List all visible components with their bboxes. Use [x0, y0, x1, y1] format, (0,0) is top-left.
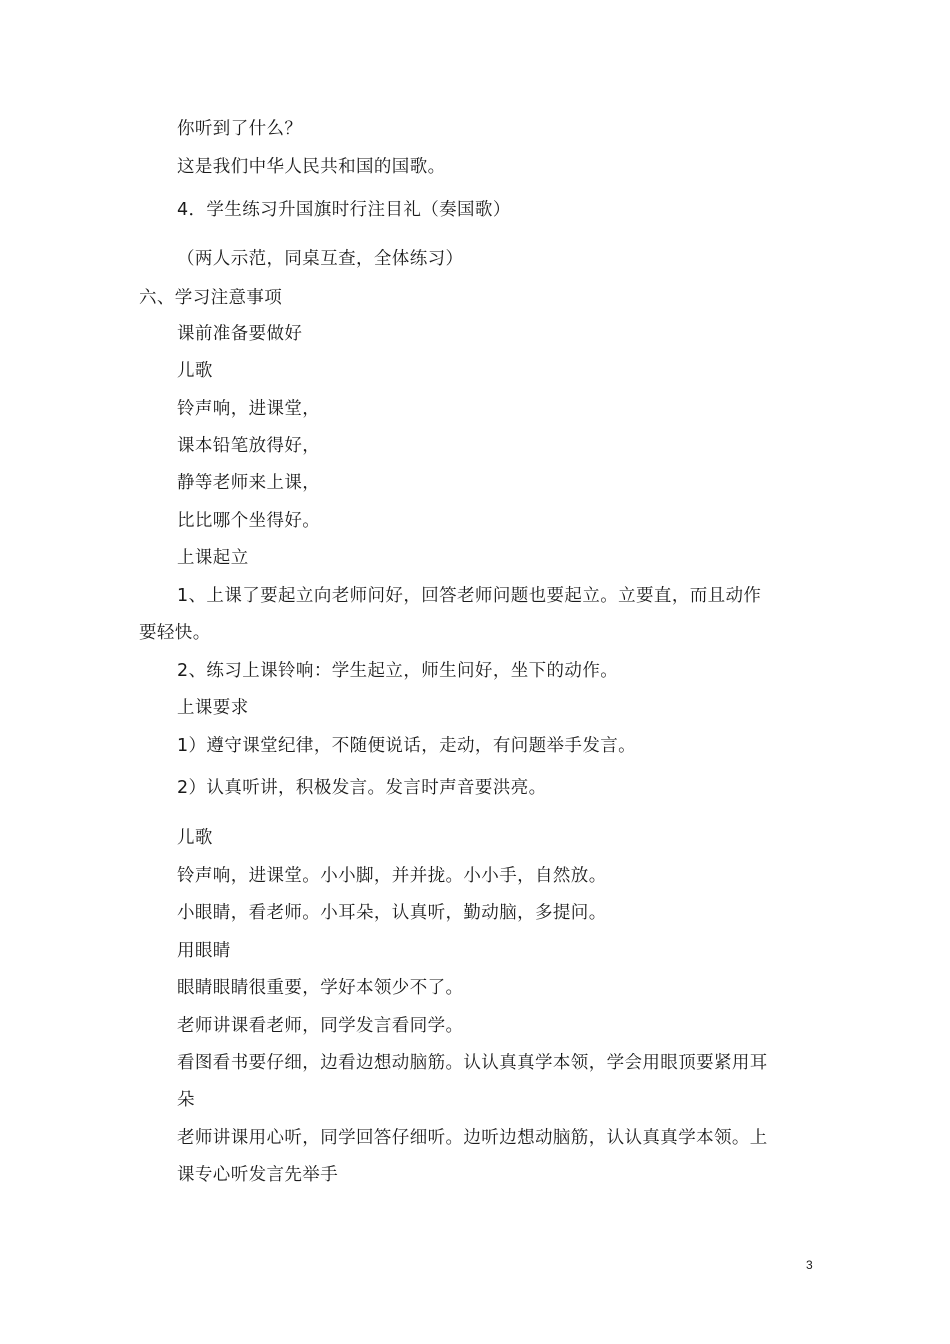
- text-line: 要轻快。: [139, 623, 211, 643]
- text-line: 比比哪个坐得好。: [177, 511, 321, 531]
- text-line: 眼睛眼睛很重要，学好本领少不了。: [177, 978, 464, 998]
- subheading: 上课起立: [177, 548, 249, 568]
- text-line: 4．学生练习升国旗时行注目礼（奏国歌）: [177, 200, 511, 220]
- section-heading: 六、学习注意事项: [139, 288, 283, 308]
- text-line: 铃声响，进课堂。小小脚，并并拢。小小手，自然放。: [177, 866, 607, 886]
- subheading: 上课要求: [177, 698, 249, 718]
- text-line: 静等老师来上课，: [177, 473, 321, 493]
- page-number: 3: [806, 1258, 813, 1272]
- text-line: （两人示范，同桌互查，全体练习）: [177, 249, 464, 269]
- subheading: 儿歌: [177, 361, 213, 381]
- text-line: 课本铅笔放得好，: [177, 436, 321, 456]
- text-line: 铃声响，进课堂，: [177, 399, 321, 419]
- subheading: 儿歌: [177, 828, 213, 848]
- text-line: 小眼睛，看老师。小耳朵，认真听，勤动脑，多提问。: [177, 903, 607, 923]
- text-line: 课前准备要做好: [177, 324, 303, 344]
- text-line: 看图看书要仔细，边看边想动脑筋。认认真真学本领，学会用眼顶要紧用耳: [177, 1053, 768, 1073]
- text-line: 课专心听发言先举手: [177, 1165, 339, 1185]
- text-line: 老师讲课用心听，同学回答仔细听。边听边想动脑筋，认认真真学本领。上: [177, 1128, 768, 1148]
- text-line: 1、上课了要起立向老师问好，回答老师问题也要起立。立要直，而且动作: [177, 586, 762, 606]
- text-line: 朵: [177, 1090, 195, 1110]
- text-line: 这是我们中华人民共和国的国歌。: [177, 157, 446, 177]
- text-line: 老师讲课看老师，同学发言看同学。: [177, 1016, 464, 1036]
- text-line: 1）遵守课堂纪律，不随便说话，走动，有问题举手发言。: [177, 736, 637, 756]
- text-line: 你听到了什么？: [177, 119, 303, 139]
- text-line: 2、练习上课铃响：学生起立，师生问好，坐下的动作。: [177, 661, 619, 681]
- text-line: 2）认真听讲，积极发言。发言时声音要洪亮。: [177, 778, 547, 798]
- subheading: 用眼睛: [177, 941, 231, 961]
